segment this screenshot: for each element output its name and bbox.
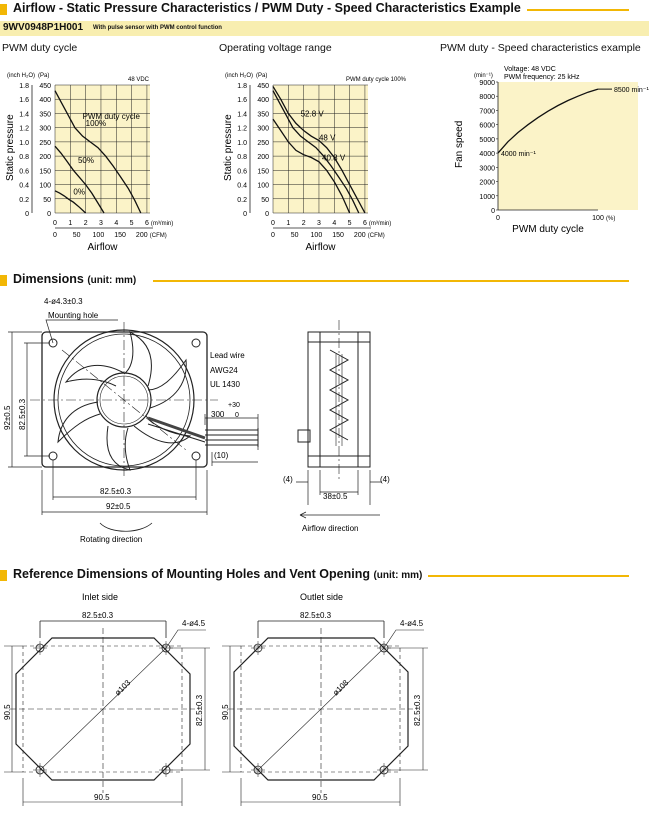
y-tick-inch: 0.2 <box>19 196 29 204</box>
y-tick-pa: 350 <box>39 111 51 119</box>
y-tick-pa: 250 <box>39 139 51 147</box>
y-unit-inch: (inch H₂O) <box>225 73 253 79</box>
section-rule <box>153 280 629 282</box>
chart-title-operating-voltage: Operating voltage range <box>219 42 332 54</box>
vent-drawing-outlet <box>218 588 438 833</box>
fan-side-view <box>298 320 370 480</box>
y-tick: 7000 <box>479 108 495 116</box>
series-label-100: 100% <box>85 119 107 129</box>
x-axis-label: Airflow <box>87 242 118 253</box>
x-unit: (%) <box>606 216 616 222</box>
y-tick-inch: 0.4 <box>237 182 247 190</box>
x-axis-label: PWM duty cycle <box>512 224 584 235</box>
y-tick-inch: 1.2 <box>237 125 247 133</box>
plot-area <box>55 85 150 213</box>
model-band <box>0 21 649 36</box>
height-outer: 92±0.5 <box>3 405 12 430</box>
section-header-vent <box>0 567 649 585</box>
chart-pwm-duty-cycle <box>0 60 210 255</box>
y-tick-pa: 0 <box>47 211 51 218</box>
y-tick: 4000 <box>479 151 495 159</box>
y-unit-pa: (Pa) <box>256 73 268 79</box>
y-axis-label: Fan speed <box>454 120 465 168</box>
series-label-0: 0% <box>73 187 85 197</box>
inlet-label: Inlet side <box>82 592 119 602</box>
section-marker <box>0 4 7 15</box>
width-inner: 82.5±0.3 <box>100 487 132 496</box>
x-tick-cfm: 100 <box>310 232 323 239</box>
x-tick-m3: 2 <box>83 220 88 227</box>
y-tick-pa: 400 <box>257 97 269 105</box>
series-label-52-8-v: 52.8 V <box>300 109 324 119</box>
x-tick-cfm: 50 <box>72 232 81 239</box>
annotation-voltage: Voltage: 48 VDC <box>504 66 556 73</box>
chart-title-pwm-speed: PWM duty - Speed characteristics example <box>440 42 641 54</box>
y-tick-pa: 300 <box>257 125 269 133</box>
y-tick-inch: 1.0 <box>237 139 247 147</box>
model-note: With pulse sensor with PWM control function <box>93 25 222 31</box>
y-tick-inch: 1.4 <box>237 111 247 119</box>
section-title: Dimensions (unit: mm) <box>13 272 137 286</box>
series-label-40-8-v: 40.8 V <box>322 153 346 163</box>
x-tick: 100 <box>592 215 604 222</box>
section-title: Airflow - Static Pressure Characteristics / PWM Duty - Speed Characteristics Example <box>13 1 521 15</box>
y-tick-inch: 1.8 <box>19 83 29 90</box>
x-unit-cfm: (CFM) <box>367 233 385 239</box>
x-tick-m3: 3 <box>99 220 103 227</box>
outlet-diameter: ø108 <box>331 678 351 698</box>
y-tick-pa: 200 <box>39 154 51 162</box>
chart-annotation: PWM duty cycle 100% <box>346 77 407 83</box>
y-tick-inch: 1.6 <box>237 97 247 105</box>
x-tick-m3: 3 <box>317 220 321 227</box>
legend-title: PWM duty cycle <box>82 112 140 122</box>
x-tick-m3: 0 <box>53 220 57 227</box>
x-unit-m3: (m³/min) <box>150 221 174 227</box>
inlet-diameter: ø103 <box>113 678 133 698</box>
outlet-label: Outlet side <box>300 592 344 602</box>
height-inner: 82.5±0.3 <box>18 398 27 430</box>
x-tick-cfm: 50 <box>290 232 299 239</box>
chart-annotation: 48 VDC <box>128 77 150 83</box>
x-unit-cfm: (CFM) <box>149 233 167 239</box>
series-label-50: 50% <box>77 156 94 166</box>
mounting-hole-spec: 4-ø4.3±0.3 <box>44 297 83 306</box>
y-axis-label: Static pressure <box>223 114 234 181</box>
x-tick-m3: 4 <box>114 220 119 227</box>
depth: 38±0.5 <box>323 492 348 501</box>
annotation-frequency: PWM frequency: 25 kHz <box>504 74 580 81</box>
y-tick-inch: 1.8 <box>237 83 247 90</box>
lead-wire-3: UL 1430 <box>210 380 240 389</box>
y-unit-pa: (Pa) <box>38 73 50 79</box>
chart-title-pwm-duty: PWM duty cycle <box>2 42 78 54</box>
y-tick: 5000 <box>479 136 495 144</box>
section-rule <box>527 9 629 11</box>
x-tick-m3: 5 <box>129 220 134 227</box>
lead-wire-2: AWG24 <box>210 366 238 375</box>
inlet-width: 90.5 <box>94 793 110 802</box>
outlet-hole: 4-ø4.5 <box>400 619 424 628</box>
x-tick-cfm: 0 <box>271 232 275 239</box>
annotation-max-speed: 8500 min⁻¹ <box>614 87 649 95</box>
y-tick-inch: 1.4 <box>19 111 29 119</box>
airflow-direction-label: Airflow direction <box>302 524 359 533</box>
y-tick-inch: 0.2 <box>237 196 247 204</box>
y-unit-inch: (inch H₂O) <box>7 73 35 79</box>
inlet-height: 90.5 <box>3 704 12 720</box>
y-tick-pa: 50 <box>43 196 51 204</box>
y-tick-pa: 100 <box>257 182 269 190</box>
section-rule <box>428 575 629 577</box>
x-tick-cfm: 150 <box>114 232 126 239</box>
y-tick-pa: 150 <box>39 168 51 176</box>
y-tick-pa: 50 <box>261 196 269 204</box>
x-tick-m3: 2 <box>301 220 306 227</box>
y-tick: 9000 <box>479 80 495 87</box>
x-tick-cfm: 200 <box>353 232 366 239</box>
dimensions-drawing <box>0 290 649 555</box>
side-left: (4) <box>283 475 293 484</box>
y-tick-pa: 200 <box>257 154 269 162</box>
x-tick-cfm: 0 <box>53 232 57 239</box>
y-tick-inch: 0.4 <box>19 182 29 190</box>
plot-area <box>273 85 368 213</box>
y-tick-pa: 0 <box>265 211 269 218</box>
inlet-pitch: 82.5±0.3 <box>82 611 114 620</box>
outlet-outline <box>222 621 428 806</box>
y-tick-pa: 100 <box>39 182 51 190</box>
y-tick: 2000 <box>479 179 495 187</box>
y-tick-pa: 350 <box>257 111 269 119</box>
y-tick-pa: 450 <box>39 83 51 90</box>
annotation-min-speed: 4000 min⁻¹ <box>501 151 536 159</box>
y-tick-inch: 1.0 <box>19 139 29 147</box>
outlet-pitch: 82.5±0.3 <box>300 611 332 620</box>
y-tick-inch: 0 <box>243 211 247 218</box>
wire-tol-plus: +30 <box>228 402 240 409</box>
lead-wire-1: Lead wire <box>210 351 245 360</box>
vent-drawing-inlet <box>0 588 220 833</box>
x-tick-m3: 4 <box>332 220 337 227</box>
y-tick-pa: 150 <box>257 168 269 176</box>
y-tick-pa: 250 <box>257 139 269 147</box>
wire-length: 300 <box>211 410 225 419</box>
y-tick-pa: 300 <box>39 125 51 133</box>
rotation-label: Rotating direction <box>80 535 143 544</box>
x-tick-cfm: 150 <box>332 232 344 239</box>
y-tick-inch: 0.6 <box>237 168 247 176</box>
wire-tol-minus: 0 <box>235 412 239 419</box>
y-tick-pa: 400 <box>39 97 51 105</box>
y-tick-inch: 0.6 <box>19 168 29 176</box>
inlet-pitch-v: 82.5±0.3 <box>195 694 204 726</box>
y-tick: 6000 <box>479 122 495 130</box>
x-tick-m3: 6 <box>144 220 149 227</box>
x-axis-label: Airflow <box>305 242 336 253</box>
y-tick-inch: 0.8 <box>237 154 247 162</box>
mounting-hole-label: Mounting hole <box>48 311 99 320</box>
y-tick-inch: 1.2 <box>19 125 29 133</box>
section-marker <box>0 275 7 286</box>
section-title: Reference Dimensions of Mounting Holes and Vent Opening (unit: mm) <box>13 567 423 581</box>
x-tick-m3: 1 <box>68 220 73 227</box>
y-axis-label: Static pressure <box>5 114 16 181</box>
outlet-pitch-v: 82.5±0.3 <box>413 694 422 726</box>
y-tick: 0 <box>491 208 495 215</box>
inlet-outline <box>4 621 210 806</box>
chart-operating-voltage <box>218 60 428 255</box>
model-id: 9WV0948P1H001 <box>3 22 84 33</box>
strip-length: (10) <box>214 451 229 460</box>
y-tick-inch: 0 <box>25 211 29 218</box>
x-tick-m3: 0 <box>271 220 275 227</box>
y-unit: (min⁻¹) <box>474 73 493 79</box>
x-tick-m3: 1 <box>286 220 291 227</box>
inlet-hole: 4-ø4.5 <box>182 619 206 628</box>
y-tick-inch: 1.6 <box>19 97 29 105</box>
y-tick-inch: 0.8 <box>19 154 29 162</box>
outlet-width: 90.5 <box>312 793 328 802</box>
y-tick: 8000 <box>479 94 495 102</box>
series-label-48-v: 48 V <box>318 133 336 143</box>
side-right: (4) <box>380 475 390 484</box>
x-unit-m3: (m³/min) <box>368 221 392 227</box>
width-outer: 92±0.5 <box>106 502 131 511</box>
x-tick-m3: 5 <box>347 220 352 227</box>
x-tick: 0 <box>496 215 500 222</box>
y-tick: 1000 <box>479 193 495 201</box>
chart-pwm-speed <box>440 60 649 240</box>
section-header-characteristics <box>0 1 649 19</box>
height-dimension-lines <box>8 332 50 467</box>
x-tick-cfm: 100 <box>92 232 105 239</box>
y-tick: 3000 <box>479 165 495 173</box>
x-tick-cfm: 200 <box>135 232 148 239</box>
x-tick-m3: 6 <box>362 220 367 227</box>
section-marker <box>0 570 7 581</box>
y-tick-pa: 450 <box>257 83 269 90</box>
section-header-dimensions <box>0 272 649 290</box>
outlet-height: 90.5 <box>221 704 230 720</box>
rotation-arrow <box>100 523 152 531</box>
